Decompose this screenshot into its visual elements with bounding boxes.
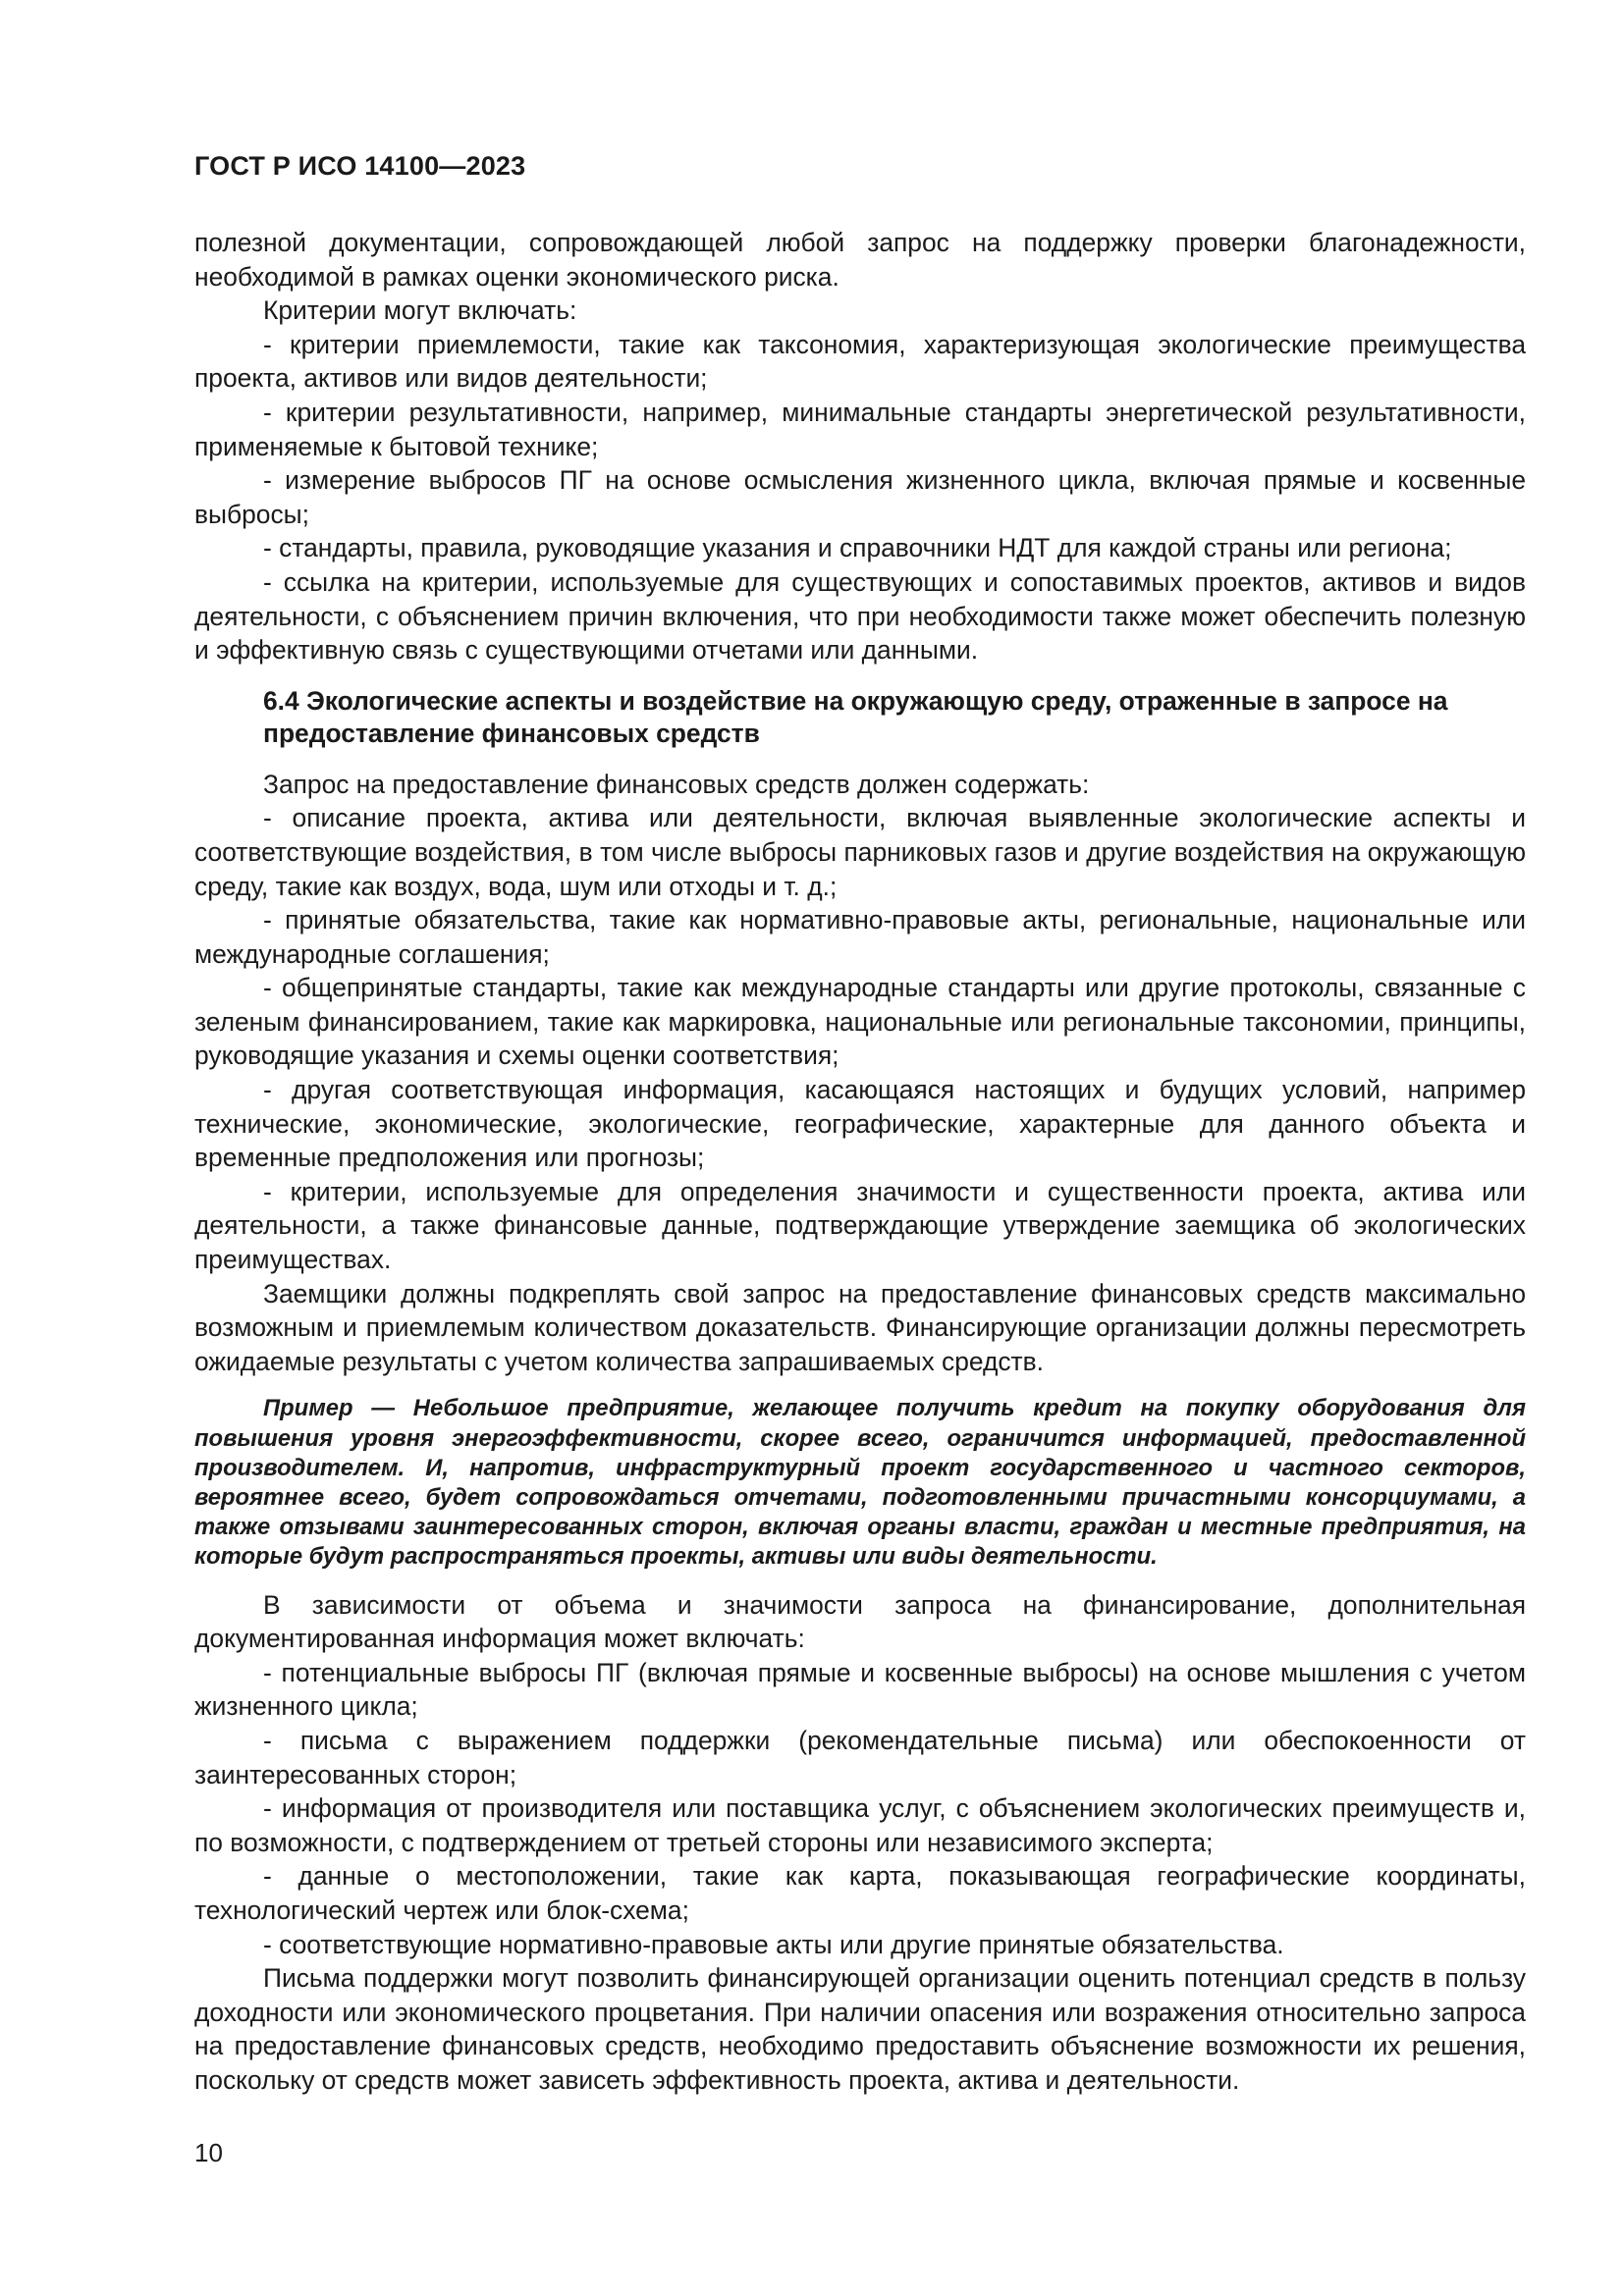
paragraph: Письма поддержки могут позволить финансирующей организации оценить потенциал средств в пользу доходности или экономического процветания. При наличии опасения или возражения относительно запроса на предоставление финансовых средств, необходимо предоставить объяснение возможности их решения, поскольку от средств может зависеть эффективность проекта, актива и деятельности. xyxy=(194,1963,1526,2095)
example-note: Пример — Небольшое предприятие, желающее получить кредит на покупку оборудования для повышения уровня энергоэффективности, скорее всего, ограничится информацией, предоставленной производителем. И, напротив, инфраструктурный проект государственного и частного секторов, вероятнее всего, будет сопровождаться отчетами, подготовленными причастными консорциумами, а также отзывами заинтересованных сторон, включая органы власти, граждан и местные предприятия, на которые будут распространяться проекты, активы или виды деятельности. xyxy=(194,1395,1526,1571)
paragraph: Критерии могут включать: xyxy=(263,295,577,326)
list-item: - стандарты, правила, руководящие указания и справочники НДТ для каждой страны или региона; xyxy=(263,533,1452,563)
section-heading: 6.4 Экологические аспекты и воздействие на окружающую среду, отраженные в запросе на предоставление финансовых средств xyxy=(263,685,1448,748)
list-item: - общепринятые стандарты, такие как международные стандарты или другие протоколы, связанные с зеленым финансированием, такие как маркировка, национальные или региональные таксономии, принципы, руководящие указания и схемы оценки соответствия; xyxy=(194,973,1526,1071)
paragraph: Заемщики должны подкреплять свой запрос на предоставление финансовых средств максимально возможным и приемлемым количеством доказательств. Финансирующие организации должны пересмотреть ожидаемые результаты с учетом количества запрашиваемых средств. xyxy=(194,1278,1526,1376)
list-item: - другая соответствующая информация, касающаяся настоящих и будущих условий, например технические, экономические, экологические, географические, характерные для данного объекта и временные предположения или прогнозы; xyxy=(194,1075,1526,1173)
paragraph: Запрос на предоставление финансовых средств должен содержать: xyxy=(263,769,1090,799)
paragraph: полезной документации, сопровождающей любой запрос на поддержку проверки благонадежности, необходимой в рамках оценки экономического риска. xyxy=(194,228,1526,292)
list-item: - принятые обязательства, такие как нормативно-правовые акты, региональные, национальные или международные соглашения; xyxy=(194,905,1526,969)
list-item: - информация от производителя или поставщика услуг, с объяснением экологических преимуществ и, по возможности, с подтверждением от третьей стороны или независимого эксперта; xyxy=(194,1793,1526,1857)
paragraph: В зависимости от объема и значимости запроса на финансирование, дополнительная документированная информация может включать: xyxy=(194,1589,1526,1654)
list-item: - ссылка на критерии, используемые для существующих и сопоставимых проектов, активов и видов деятельности, с объяснением причин включения, что при необходимости также может обеспечить полезную и эффективную связь с существующими отчетами или данными. xyxy=(194,566,1526,666)
list-item: - соответствующие нормативно-правовые акты или другие принятые обязательства. xyxy=(263,1929,1284,1959)
page-body xyxy=(194,226,1526,2098)
list-item: - измерение выбросов ПГ на основе осмысления жизненного цикла, включая прямые и косвенные выбросы; xyxy=(194,465,1526,529)
list-item: - описание проекта, актива или деятельности, включая выявленные экологические аспекты и соответствующие воздействия, в том числе выбросы парниковых газов и другие воздействия на окружающую среду, такие как воздух, вода, шум или отходы и т. д.; xyxy=(194,803,1526,901)
list-item: - критерии приемлемости, такие как таксономия, характеризующая экологические преимущества проекта, активов или видов деятельности; xyxy=(194,329,1526,394)
list-item: - потенциальные выбросы ПГ (включая прямые и косвенные выбросы) на основе мышления с учетом жизненного цикла; xyxy=(194,1657,1526,1722)
page-number: 10 xyxy=(194,2138,223,2167)
list-item: - данные о местоположении, такие как карта, показывающая географические координаты, технологический чертеж или блок-схема; xyxy=(194,1861,1526,1925)
list-item: - критерии, используемые для определения значимости и существенности проекта, актива или деятельности, а также финансовые данные, подтверждающие утверждение заемщика об экологических преимуществах. xyxy=(194,1176,1526,1275)
standard-header: ГОСТ Р ИСО 14100—2023 xyxy=(194,151,526,181)
list-item: - критерии результативности, например, минимальные стандарты энергетической результативности, применяемые к бытовой технике; xyxy=(194,397,1526,461)
list-item: - письма с выражением поддержки (рекомендательные письма) или обеспокоенности от заинтересованных сторон; xyxy=(194,1726,1526,1789)
